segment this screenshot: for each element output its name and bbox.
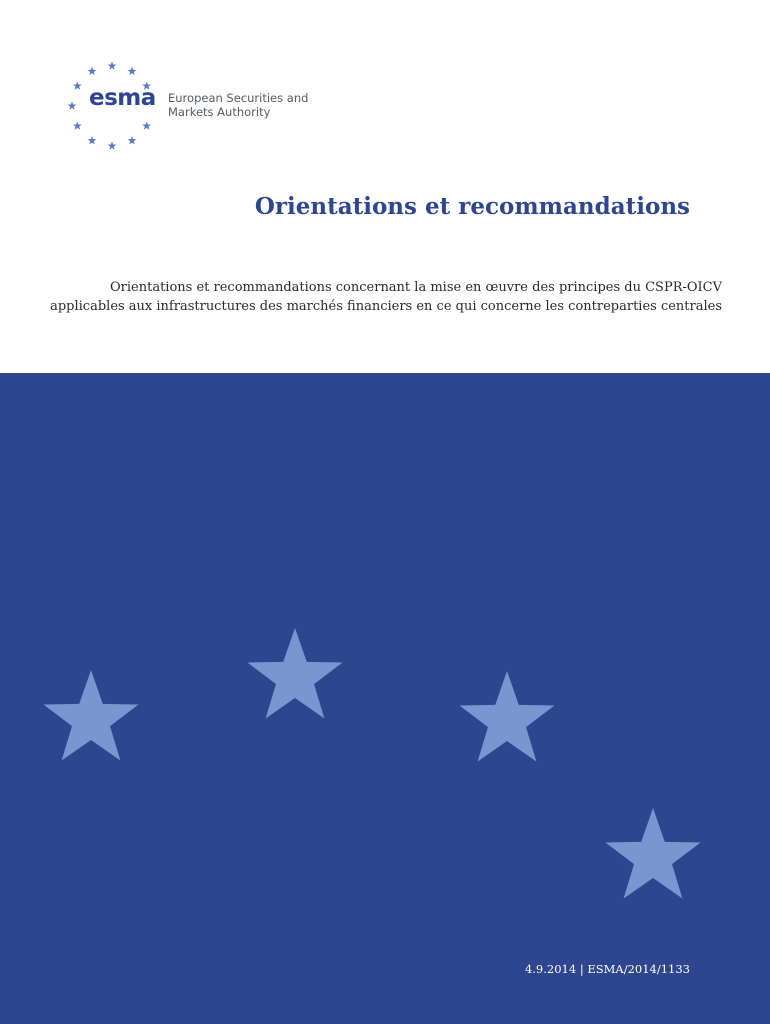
star-decoration [0,373,770,1024]
logo-wordmark: esma [89,85,156,111]
ring-star-icon [128,136,137,144]
ring-star-icon [108,61,117,69]
subtitle-line-2: applicables aux infrastructures des marchés financiers en ce qui concerne les contreparties centrales [50,299,722,314]
document-title: Orientations et recommandations [254,193,690,220]
ring-star-icon [88,136,97,144]
ring-star-icon [108,141,117,149]
ring-star-icon [142,121,151,129]
ring-star-icon [73,81,82,89]
large-star-icon [247,628,342,718]
organization-name-line-1: European Securities and [168,91,309,105]
esma-logo [62,58,322,154]
large-star-icon [43,670,138,760]
subtitle-line-1: Orientations et recommandations concernant la mise en œuvre des principes du CSPR-OICV [110,280,722,295]
ring-star-icon [73,121,82,129]
organization-name [168,91,308,119]
ring-star-icon [68,101,77,109]
ring-star-icon [88,67,97,75]
large-star-icon [459,671,554,761]
document-subtitle [42,278,722,316]
document-reference: 4.9.2014 | ESMA/2014/1133 [524,962,690,976]
large-star-icon [605,808,700,898]
ring-star-icon [128,67,137,75]
cover-band [0,373,770,1024]
organization-name-line-2: Markets Authority [168,105,271,119]
